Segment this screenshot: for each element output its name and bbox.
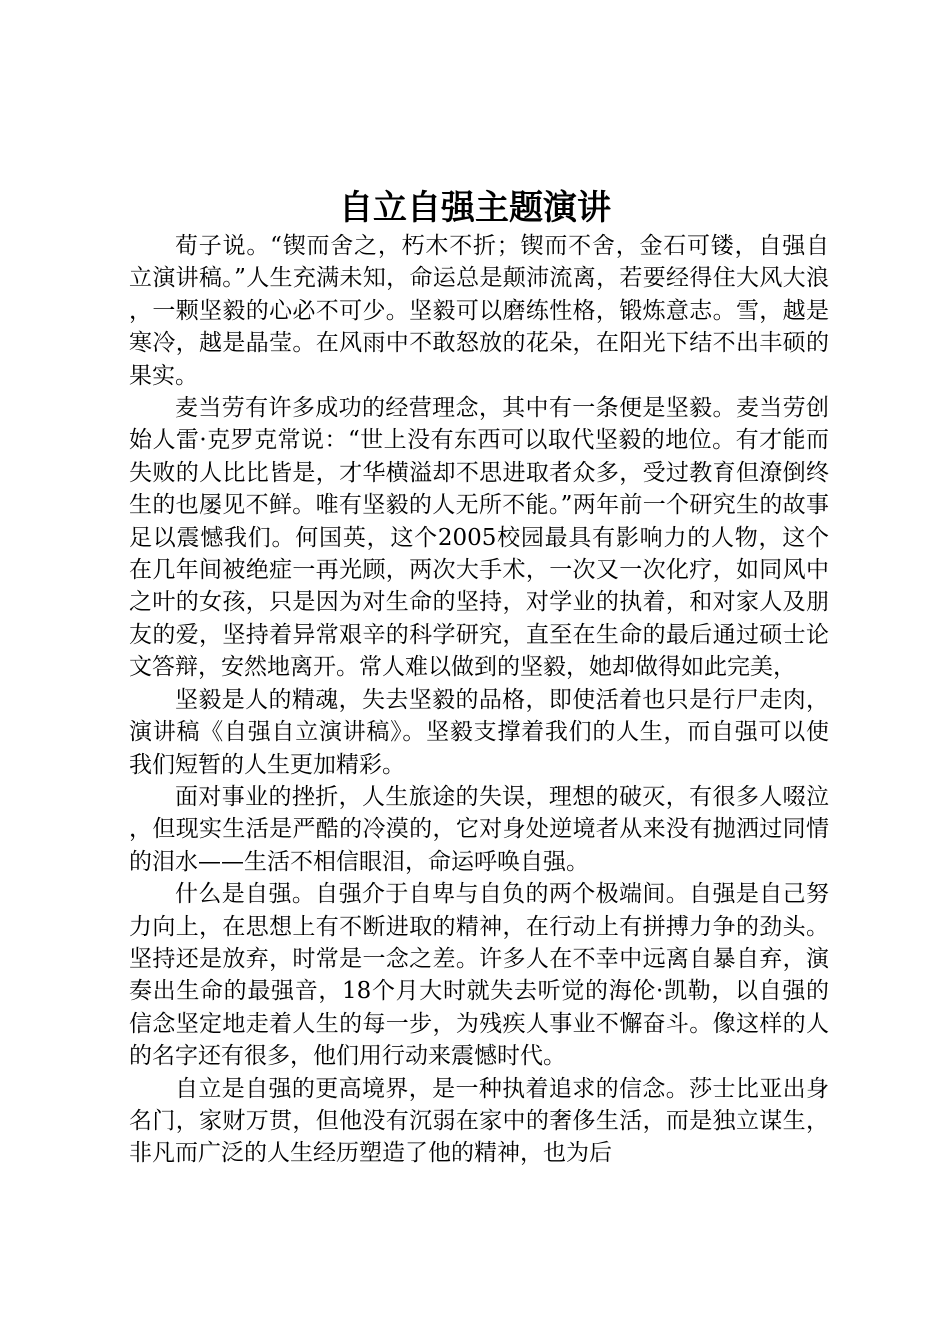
paragraph-5: 什么是自强。自强介于自卑与自负的两个极端间。自强是自己努力向上，在思想上有不断进取的精神，在行动上有拼搏力争的劲头。坚持还是放弃，时常是一念之差。许多人在不幸中远离自暴自弃，演奏出生命的最强音，18个月大时就失去听觉的海伦·凯勒，以自强的信念坚定地走着人生的每一步，为残疾人事业不懈奋斗。像这样的人的名字还有很多，他们用行动来震憾时代。 xyxy=(129,881,829,1070)
paragraph-6: 自立是自强的更高境界，是一种执着追求的信念。莎士比亚出身名门，家财万贯，但他没有沉弱在家中的奢侈生活，而是独立谋生，非凡而广泛的人生经历塑造了他的精神，也为后 xyxy=(129,1075,829,1167)
paragraph-4: 面对事业的挫折，人生旅途的失误，理想的破灭，有很多人啜泣，但现实生活是严酷的冷漠的，它对身处逆境者从来没有抛洒过同情的泪水——生活不相信眼泪，命运呼唤自强。 xyxy=(129,783,829,875)
document-title: 自立自强主题演讲 xyxy=(339,188,611,228)
document-body xyxy=(129,230,829,1170)
paragraph-3: 坚毅是人的精魂，失去坚毅的品格，即使活着也只是行尸走肉，演讲稿《自强自立演讲稿》。坚毅支撑着我们的人生，而自强可以使我们短暂的人生更加精彩。 xyxy=(129,686,829,778)
paragraph-1: 荀子说。“锲而舍之，朽木不折；锲而不舍，金石可镂，自强自立演讲稿。”人生充满未知，命运总是颠沛流离，若要经得住大风大浪，一颗坚毅的心必不可少。坚毅可以磨练性格，锻炼意志。雪，越是寒冷，越是晶莹。在风雨中不敢怒放的花朵，在阳光下结不出丰硕的果实。 xyxy=(129,233,829,389)
paragraph-2: 麦当劳有许多成功的经营理念，其中有一条便是坚毅。麦当劳创始人雷·克罗克常说：“世上没有东西可以取代坚毅的地位。有才能而失败的人比比皆是，才华横溢却不思进取者众多，受过教育但潦倒终生的也屡见不鲜。唯有坚毅的人无所不能。”两年前一个研究生的故事足以震憾我们。何国英，这个2005校园最具有影响力的人物，这个在几年间被绝症一再光顾，两次大手术，一次又一次化疗，如同风中之叶的女孩，只是因为对生命的坚持，对学业的执着，和对家人及朋友的爱，坚持着异常艰辛的科学研究，直至在生命的最后通过硕士论文答辩，安然地离开。常人难以做到的坚毅，她却做得如此完美， xyxy=(129,395,829,681)
